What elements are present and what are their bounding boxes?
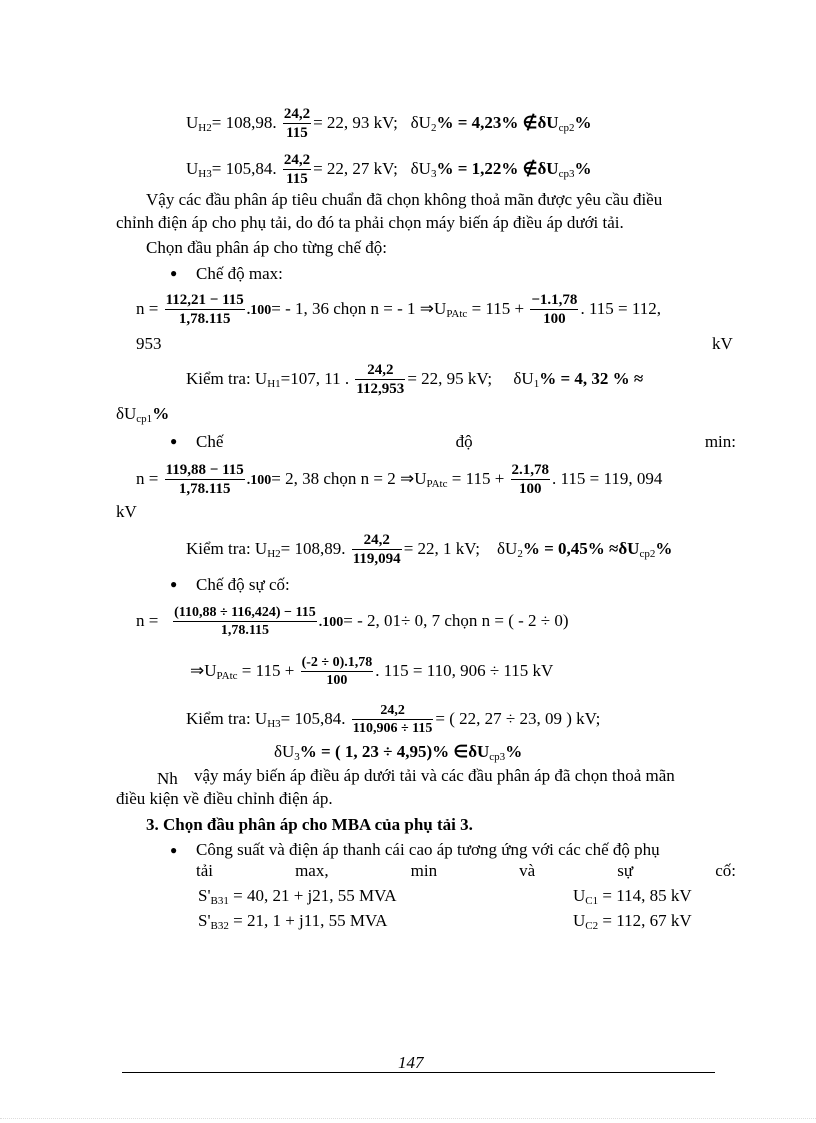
s31-value [198, 886, 397, 911]
eq-text: δU [497, 538, 518, 558]
bullet-icon: ● [170, 843, 178, 857]
eq-text: = 115 + [467, 298, 525, 318]
eq-sub: cp3 [489, 751, 506, 763]
numerator: 2.1,78 [511, 462, 550, 478]
eq-text: δU [410, 158, 431, 178]
eq-text: % [505, 742, 523, 761]
eq-text: % [574, 112, 592, 132]
eq-text: Kiểm tra: U [186, 708, 268, 728]
eq-sub: cp2 [639, 547, 656, 560]
eq-text: = 112, 67 kV [598, 911, 692, 930]
footer-rule [122, 1072, 715, 1073]
denominator: 1,78.115 [178, 311, 231, 327]
eq-sub: H1 [267, 377, 281, 390]
fraction [301, 654, 374, 690]
denominator: 115 [286, 171, 308, 187]
numerator: 119,88 − 115 [165, 462, 244, 478]
uc2-value [573, 911, 692, 936]
bullet-fault-label: Chế độ sự cố: [196, 575, 290, 594]
denominator: 100 [543, 311, 566, 327]
fraction [165, 462, 245, 498]
eq-text: U [186, 112, 199, 132]
eq-text: % = ( 1, 23 ÷ 4,95)% ∈δU [299, 742, 490, 761]
conclusion-line [157, 769, 178, 789]
numerator: 24,2 [352, 702, 434, 720]
eq-text: n = [136, 298, 159, 318]
eq-sub: B32 [210, 920, 229, 932]
eq-text: δU [116, 404, 137, 423]
fraction [283, 106, 311, 142]
s32-value [198, 911, 387, 936]
word: Chế [196, 432, 224, 451]
eq-text: ⇒U [190, 660, 217, 680]
eq-sub: 2 [517, 547, 523, 560]
eq-text: % [152, 404, 170, 423]
eq-text: = 22, 27 kV; [313, 158, 398, 178]
check-uh3-line [186, 152, 591, 188]
eq-text: Kiểm tra: U [186, 368, 268, 388]
fraction [173, 604, 317, 640]
bullet-icon: ● [170, 434, 178, 448]
bullet-power-line2 [196, 861, 736, 881]
eq-text: . 115 = 112, [580, 298, 662, 318]
section-heading: 3. Chọn đầu phân áp cho MBA của phụ tải 3. [146, 815, 473, 834]
numerator: 24,2 [355, 362, 405, 380]
denominator: 110,906 ÷ 115 [352, 721, 433, 736]
min-equation [136, 462, 662, 498]
word: độ [455, 432, 473, 451]
eq-text: U [186, 158, 199, 178]
eq-sub: H2 [198, 121, 212, 134]
denominator: 112,953 [356, 381, 405, 397]
eq-text: = 108,89. [280, 538, 346, 558]
wrap-text: kV [712, 334, 733, 353]
bottom-divider [0, 1118, 816, 1119]
fault-equation [136, 604, 569, 640]
eq-text: = 105,84. [280, 708, 346, 728]
eq-text: U [573, 911, 586, 930]
eq-text: % [574, 158, 592, 178]
wrap-text [116, 404, 169, 429]
eq-text: = 22, 1 kV; [403, 538, 481, 558]
paragraph-line: Chọn đầu phân áp cho từng chế độ: [146, 238, 388, 257]
denominator: 100 [326, 673, 348, 688]
word: và [519, 861, 536, 880]
eq-sub: cp3 [558, 167, 575, 180]
eq-text: = 105,84. [211, 158, 277, 178]
eq-text: . 115 = 119, 094 [552, 468, 663, 488]
eq-text: = 21, 1 + j11, 55 MVA [228, 911, 388, 930]
eq-text: % [655, 538, 673, 558]
numerator: −1.1,78 [531, 292, 578, 308]
eq-text: δU [513, 368, 534, 388]
fraction [352, 702, 434, 738]
eq-sub: C1 [585, 895, 599, 907]
numerator: 24,2 [352, 532, 402, 550]
eq-text: S' [198, 911, 211, 930]
check-uh2-line [186, 106, 591, 142]
word: min: [704, 432, 736, 451]
min-check-line [186, 532, 672, 568]
fraction [352, 532, 402, 568]
eq-sub: H3 [267, 717, 281, 730]
fault-delta-line [274, 742, 522, 767]
bullet-min-label [196, 432, 736, 452]
eq-text: = 115 + [447, 468, 505, 488]
eq-text: .100 [246, 302, 272, 318]
eq-text: U [573, 886, 586, 905]
paragraph-line: chỉnh điện áp cho phụ tải, do đó ta phải chọn máy biến áp điều áp dưới tải. [116, 213, 624, 232]
eq-text: = ( 22, 27 ÷ 23, 09 ) kV; [435, 708, 601, 728]
eq-text: % = 1,22% ∉δU [436, 158, 559, 178]
word: cố: [715, 861, 736, 880]
bullet-icon: ● [170, 577, 178, 591]
denominator: 115 [286, 125, 308, 141]
eq-text: .100 [246, 472, 272, 488]
eq-text: δU [274, 742, 295, 761]
bullet-icon: ● [170, 266, 178, 280]
wrap-text: 953 [136, 334, 162, 353]
word: max, [295, 861, 329, 880]
eq-text: =107, 11 . [280, 368, 350, 388]
eq-sub: 3 [430, 167, 437, 180]
fault-check-line [186, 702, 600, 738]
denominator: 100 [519, 481, 542, 497]
conclusion-line: vậy máy biến áp điều áp dưới tải và các đầu phân áp đã chọn thoả mãn [194, 766, 675, 785]
fault-upatc-line [190, 654, 553, 690]
word: min [410, 861, 438, 880]
denominator: 1,78.115 [220, 623, 270, 638]
eq-text: = 40, 21 + j21, 55 MVA [228, 886, 397, 905]
eq-sub: H2 [267, 547, 281, 560]
eq-text: = - 2, 01÷ 0, 7 chọn n = ( - 2 ÷ 0) [343, 610, 569, 630]
eq-text: % = 4,23% ∉δU [436, 112, 559, 132]
eq-sub: 2 [430, 121, 437, 134]
eq-text: = 114, 85 kV [598, 886, 692, 905]
fraction [355, 362, 405, 398]
eq-text: = - 1, 36 chọn n = - 1 ⇒U [271, 298, 447, 318]
numerator: (110,88 ÷ 116,424) − 115 [174, 605, 316, 620]
numerator: 112,21 − 115 [165, 292, 244, 308]
eq-text: = 108,98. [211, 112, 277, 132]
eq-sub: B31 [210, 895, 229, 907]
denominator: 119,094 [352, 551, 401, 567]
eq-sub: 3 [294, 751, 300, 763]
eq-text: = 22, 93 kV; [313, 112, 398, 132]
eq-text: % = 4, 32 % ≈ [539, 368, 644, 388]
eq-text: % = 0,45% ≈δU [522, 538, 640, 558]
eq-sub: PAtc [426, 477, 448, 490]
eq-sub: H3 [198, 167, 212, 180]
eq-text: n = [136, 610, 159, 630]
numerator: 24,2 [283, 152, 311, 168]
page-number: 147 [398, 1053, 424, 1072]
eq-sub: C2 [585, 920, 599, 932]
eq-sub: PAtc [216, 669, 238, 682]
eq-text: .100 [318, 614, 344, 630]
eq-sub: cp1 [136, 413, 153, 425]
numerator: (-2 ÷ 0).1,78 [301, 655, 373, 670]
eq-text: Kiểm tra: U [186, 538, 268, 558]
max-check-line [186, 362, 643, 398]
numerator: 24,2 [283, 106, 311, 122]
eq-sub: PAtc [446, 307, 468, 320]
fraction [511, 462, 551, 498]
bullet-power-line: Công suất và điện áp thanh cái cao áp tương ứng với các chế độ phụ [196, 840, 660, 859]
word: sự [617, 861, 634, 880]
word: Nh [157, 769, 178, 788]
fraction [283, 152, 311, 188]
eq-text: = 2, 38 chọn n = 2 ⇒U [271, 468, 427, 488]
paragraph-line: Vậy các đầu phân áp tiêu chuẩn đã chọn không thoả mãn được yêu cầu điều [146, 190, 663, 209]
eq-text: = 115 + [237, 660, 295, 680]
eq-text: . 115 = 110, 906 ÷ 115 kV [375, 660, 554, 680]
denominator: 1,78.115 [178, 481, 231, 497]
eq-sub: cp2 [558, 121, 575, 134]
conclusion-line: điều kiện về điều chỉnh điện áp. [116, 789, 333, 808]
max-equation [136, 292, 661, 328]
eq-text: δU [410, 112, 431, 132]
word: tải [196, 861, 213, 880]
uc1-value [573, 886, 692, 911]
eq-text: n = [136, 468, 159, 488]
eq-sub: 1 [533, 377, 540, 390]
fraction [530, 292, 578, 328]
wrap-text: kV [116, 502, 137, 521]
eq-text: = 22, 95 kV; [407, 368, 493, 388]
fraction [165, 292, 245, 328]
eq-text: S' [198, 886, 211, 905]
bullet-max-label: Chế độ max: [196, 264, 283, 283]
